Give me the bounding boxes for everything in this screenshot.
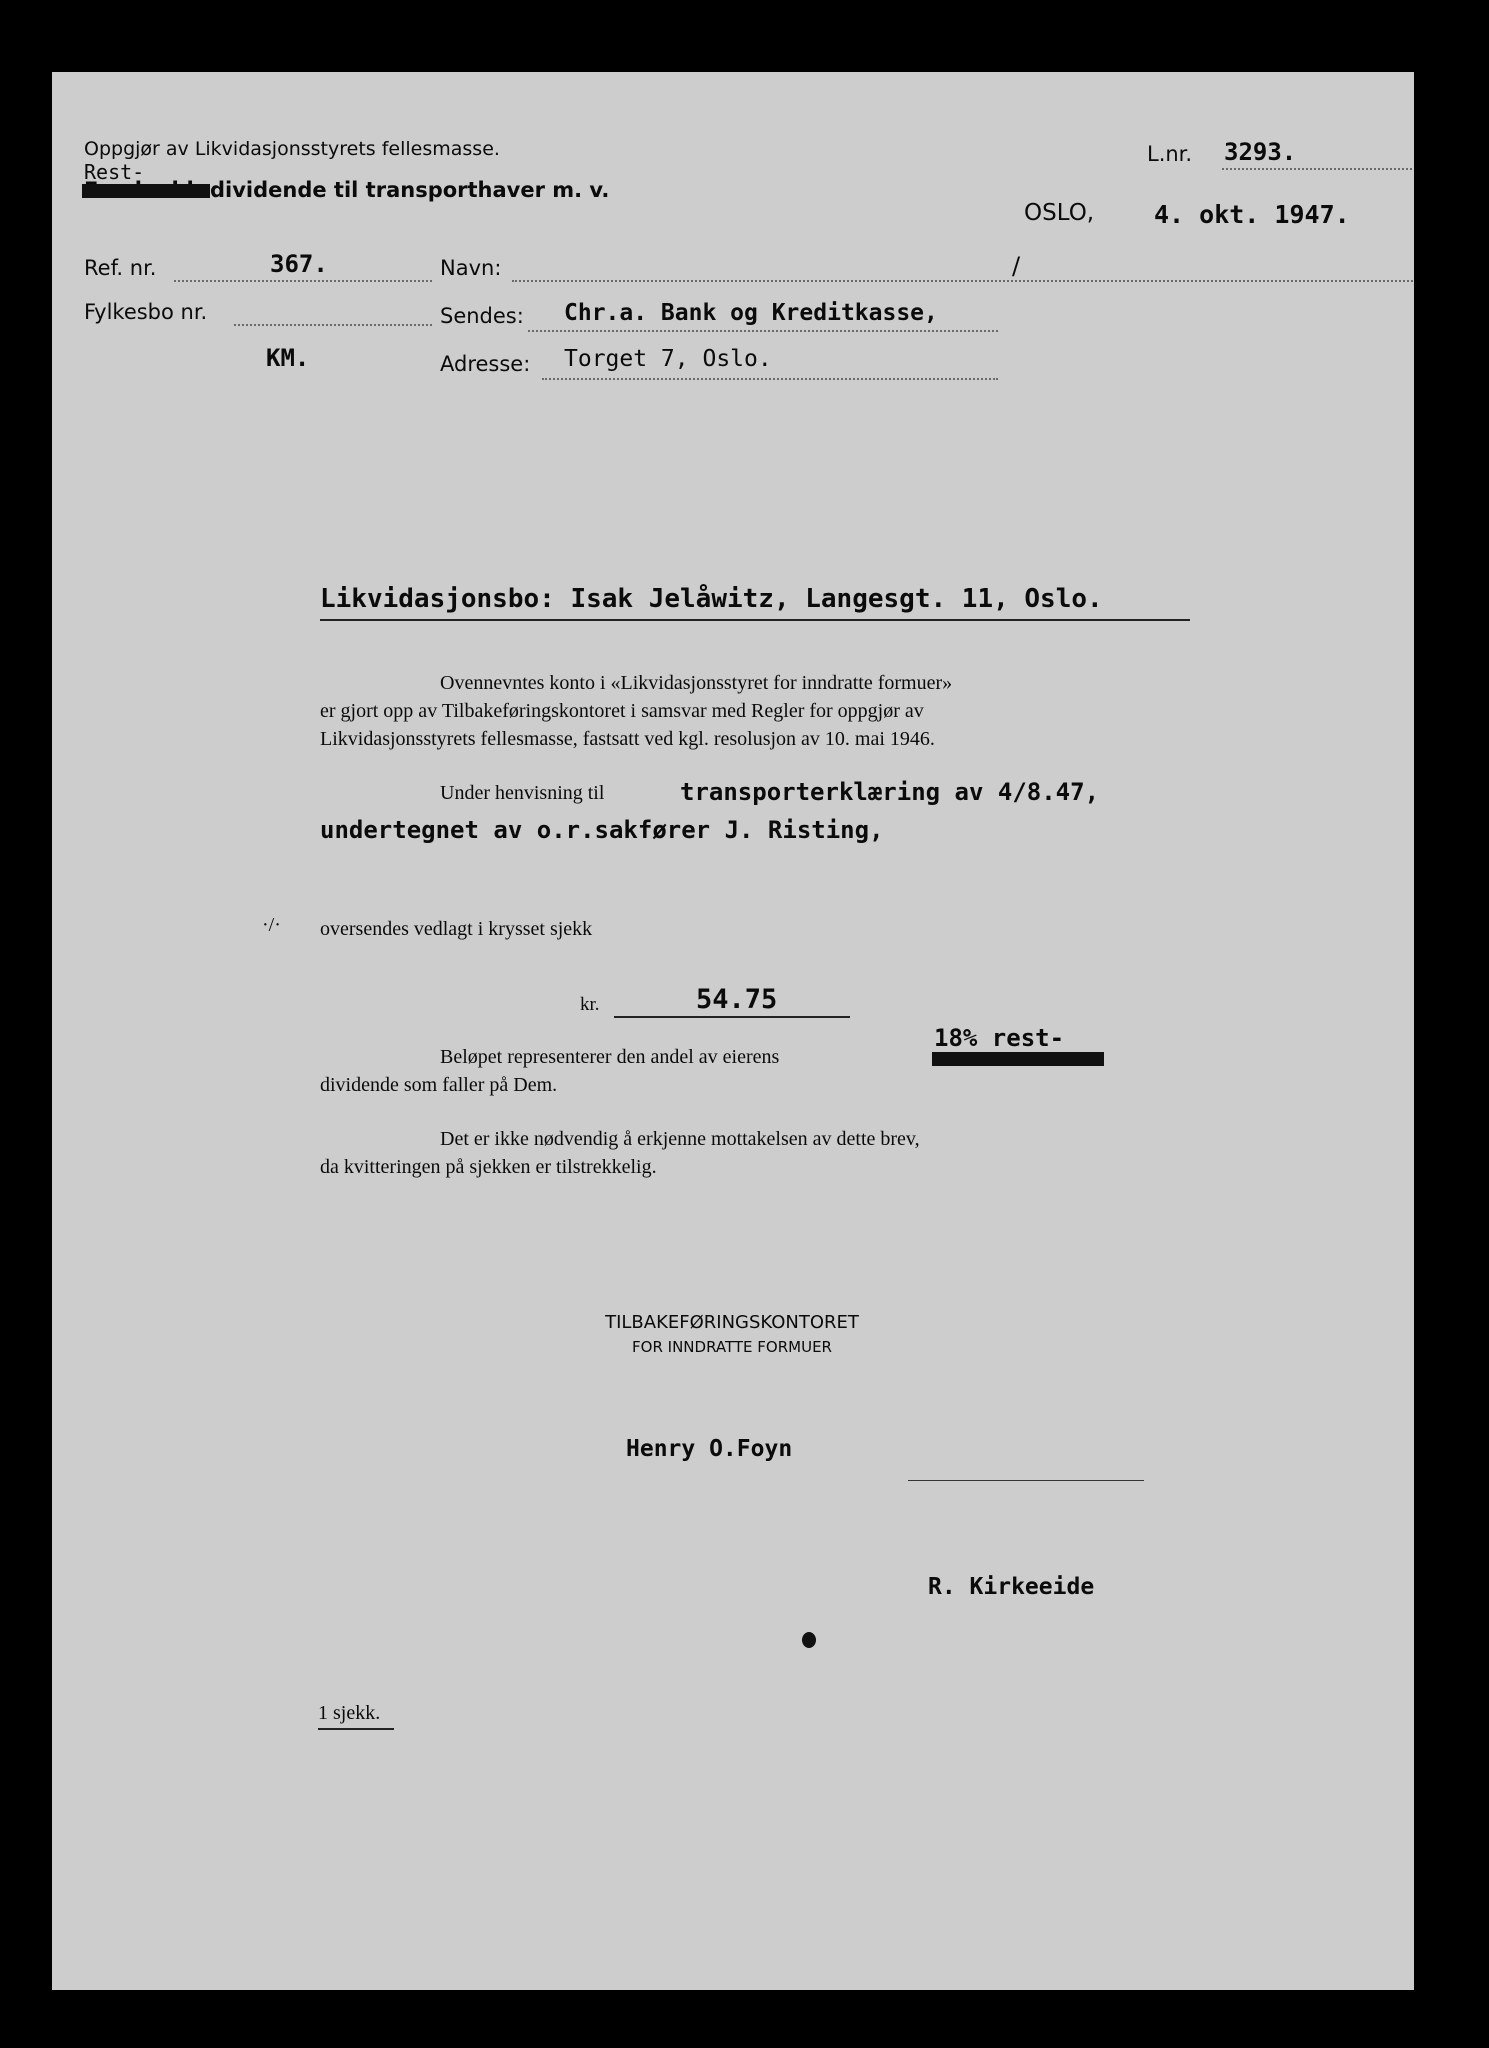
ref-label: Ref. nr. [84,256,157,280]
fylkesbo-label: Fylkesbo nr. [84,300,208,324]
adresse-dotline [542,378,998,380]
body-p1-line2: er gjort opp av Tilbakeføringskontoret i samsvar med Regler for oppgjør av [320,700,924,722]
ref-dotline [174,280,432,282]
body-p2-print: Under henvisning til [440,782,605,804]
body-p3: oversendes vedlagt i krysset sjekk [320,918,593,940]
letter-date: 4. okt. 1947. [1154,200,1350,229]
kr-underline [614,1016,850,1018]
km-mark: KM. [266,344,310,372]
adresse-value: Torget 7, Oslo. [564,346,772,372]
lnr-value: 3293. [1224,138,1297,166]
navn-mark: / [1012,252,1021,280]
enclosure-underline [318,1728,394,1730]
navn-dotline [512,280,1414,282]
city: OSLO, [1024,200,1095,226]
office-name: TILBAKEFØRINGSKONTORET [605,1312,859,1333]
body-p4-line2: dividende som faller på Dem. [320,1074,558,1096]
body-p1-line3: Likvidasjonsstyrets fellesmasse, fastsatt ved kgl. resolusjon av 10. mai 1946. [320,728,935,750]
body-p5-line2: da kvitteringen på sjekken er tilstrekkelig. [320,1156,657,1178]
document-page [52,72,1414,1990]
strikeout-mark [932,1052,1104,1066]
enclosure: 1 sjekk. [318,1702,381,1724]
strikeout-mark [82,184,210,198]
kr-label: kr. [580,994,600,1015]
subject-line: Likvidasjonsbo: Isak Jelåwitz, Langesgt. 11, Oslo. [320,584,1103,614]
lnr-dotline [1222,168,1414,170]
kr-amount: 54.75 [696,984,778,1015]
header-overtype: Rest- [84,160,145,184]
fylkesbo-dotline [234,324,432,326]
header-title: Oppgjør av Likvidasjonsstyrets fellesmasse. [84,138,500,160]
body-p4-typed: 18% rest- [934,1024,1065,1052]
ref-value: 367. [270,250,328,278]
header-subtitle: dividende til transporthaver m. v. [210,178,610,202]
body-p4-line1: Beløpet representerer den andel av eierens [440,1046,780,1068]
ink-blot [802,1632,816,1648]
sendes-value: Chr.a. Bank og Kreditkasse, [564,300,938,326]
body-p1-line1: Ovennevntes konto i «Likvidasjonsstyret for inndratte formuer» [440,672,953,694]
signature-1: Henry O.Foyn [626,1436,793,1462]
office-subname: FOR INNDRATTE FORMUER [632,1338,832,1356]
signature-line [908,1480,1144,1481]
navn-label: Navn: [440,256,502,280]
lnr-label: L.nr. [1147,142,1193,166]
margin-mark: ·/· [262,914,281,936]
body-p5-line1: Det er ikke nødvendig å erkjenne mottakelsen av dette brev, [440,1128,920,1150]
body-p2-typed2: undertegnet av o.r.sakfører J. Risting, [320,816,884,844]
adresse-label: Adresse: [440,352,531,376]
body-p2-typed1: transporterklæring av 4/8.47, [680,778,1100,806]
signature-2: R. Kirkeeide [928,1574,1095,1600]
subject-underline [320,619,1190,621]
sendes-dotline [528,330,998,332]
sendes-label: Sendes: [440,304,524,328]
